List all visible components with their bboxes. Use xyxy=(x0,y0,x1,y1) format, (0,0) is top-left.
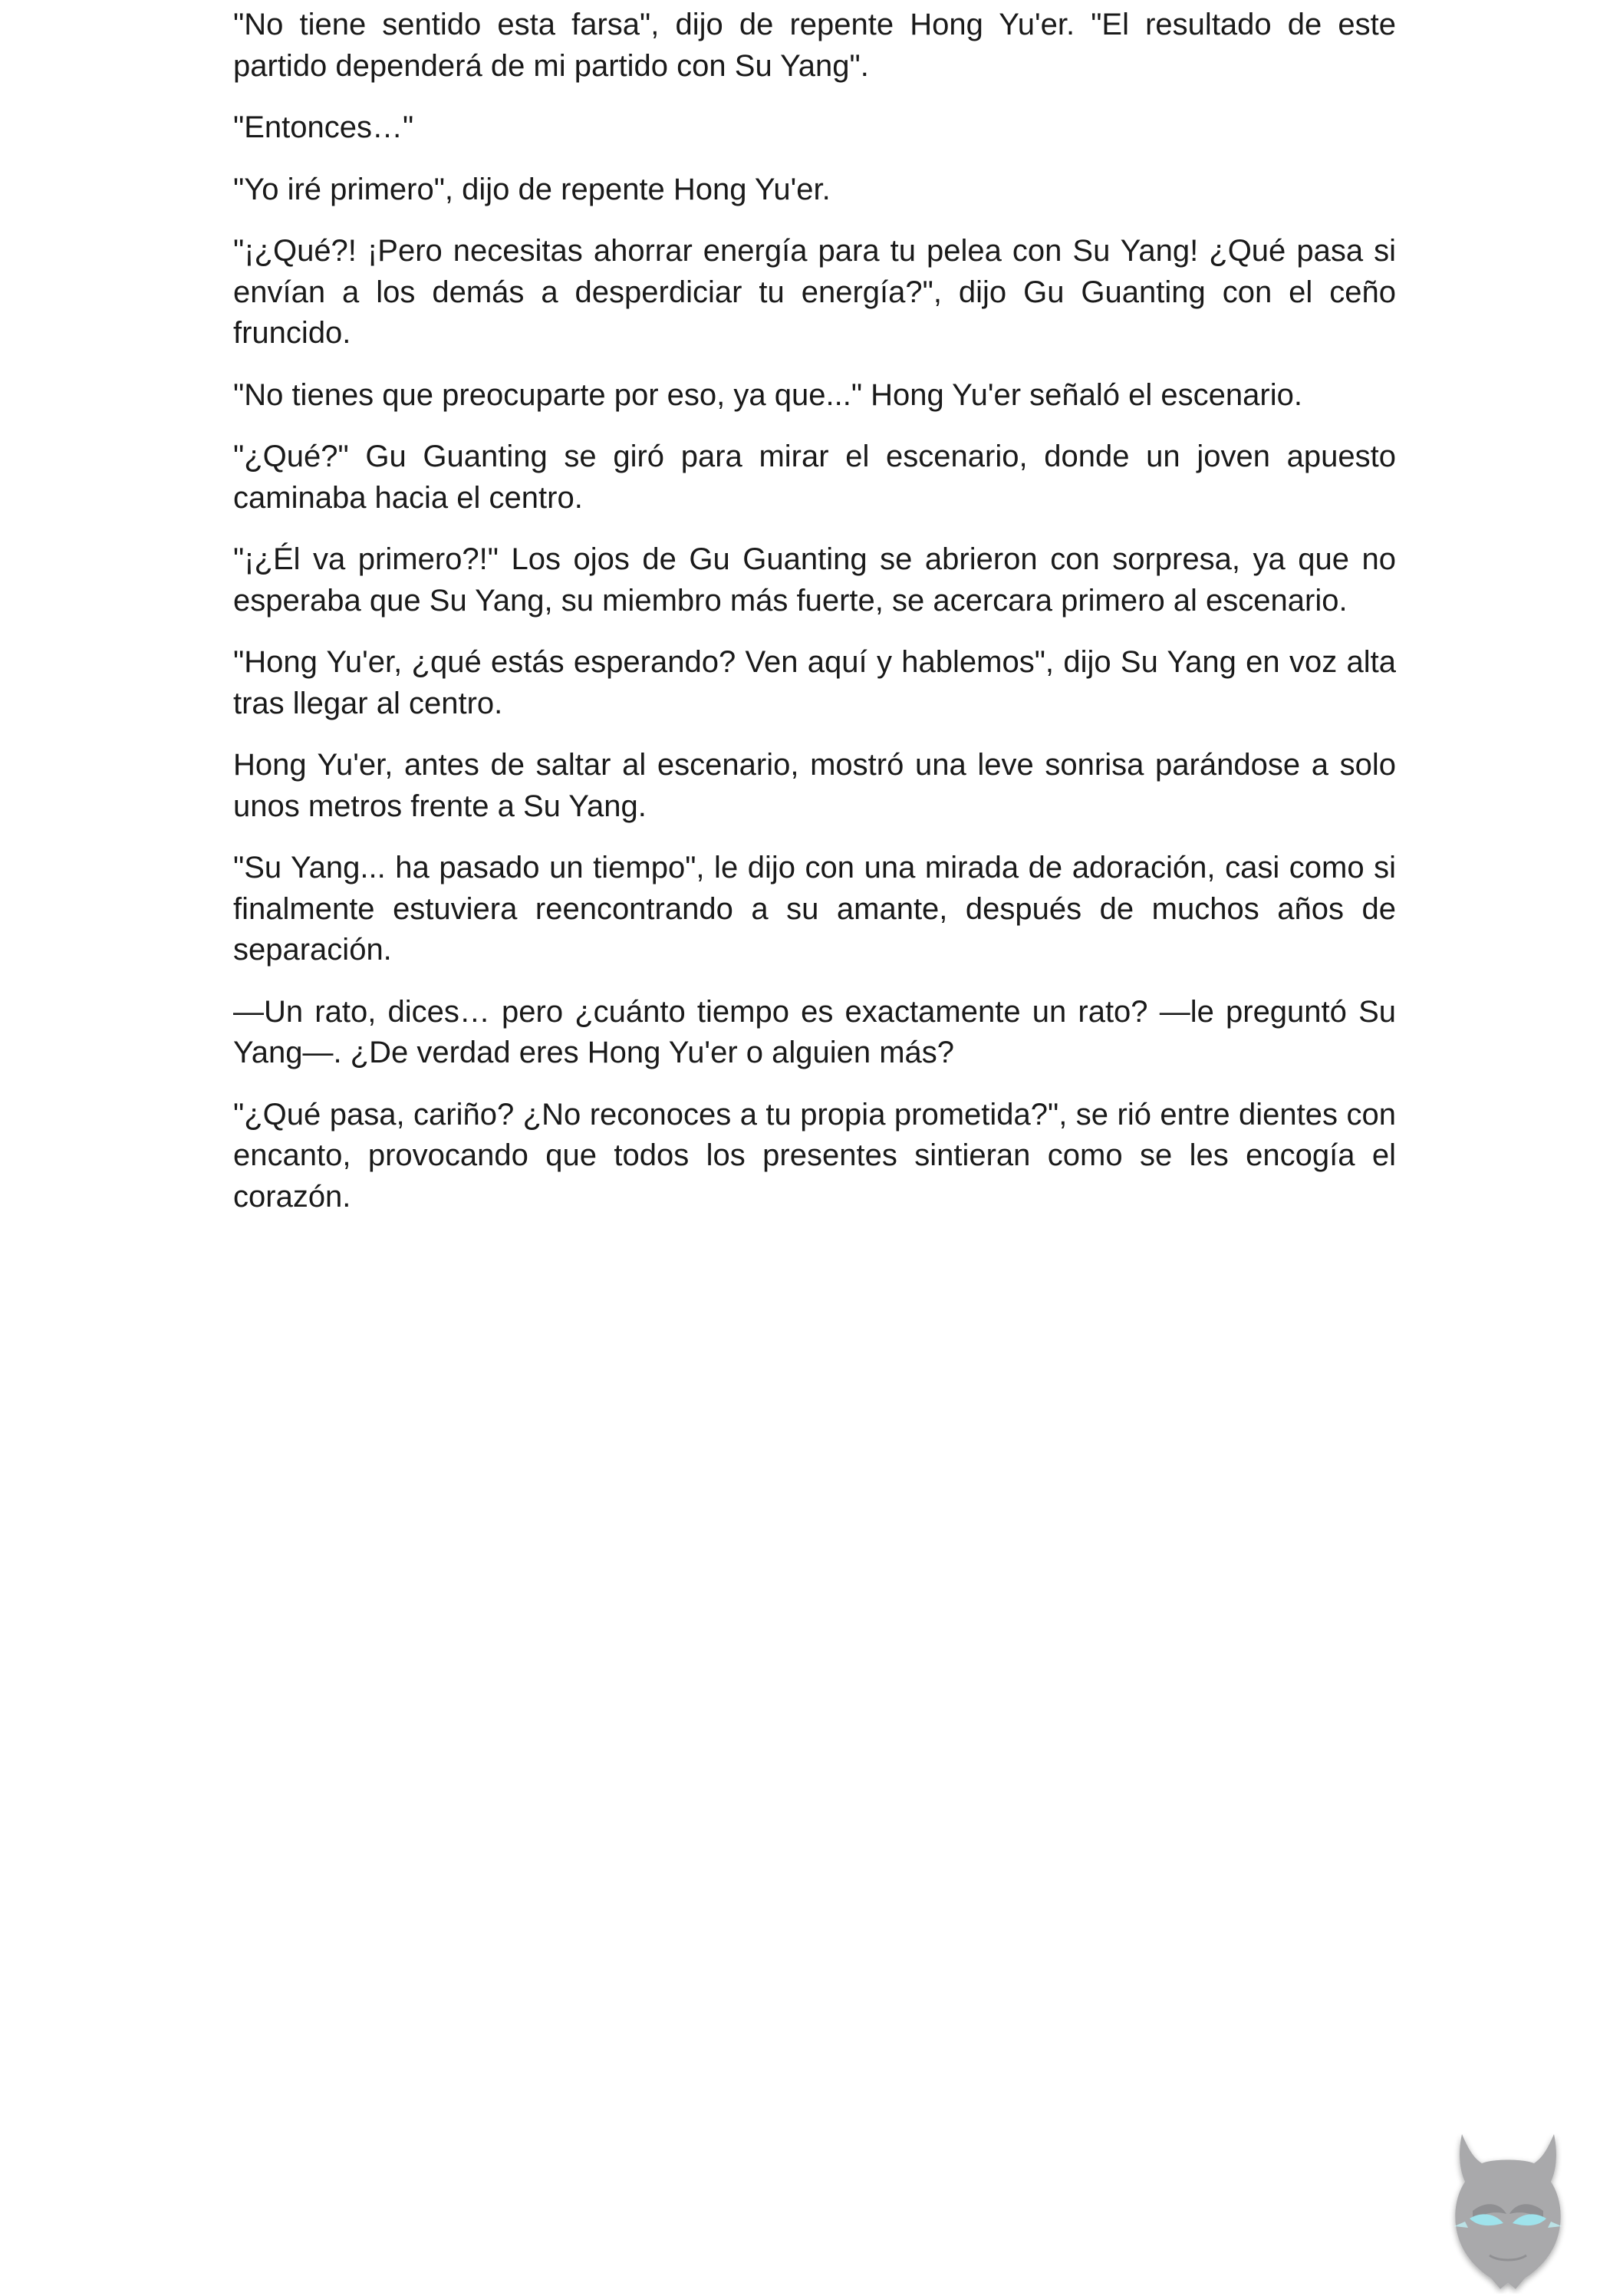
paragraph-1: "No tiene sentido esta farsa", dijo de repente Hong Yu'er. "El resultado de este partido dependerá de mi partido con Su Yang". xyxy=(233,8,1396,83)
paragraph-3: "Yo iré primero", dijo de repente Hong Yu'er. xyxy=(233,172,831,206)
logo-head-shape xyxy=(1455,2134,1561,2289)
paragraph-2: "Entonces…" xyxy=(233,110,414,144)
demon-head-logo-icon xyxy=(1439,2125,1577,2294)
paragraph-5: "No tienes que preocuparte por eso, ya que..." Hong Yu'er señaló el escenario. xyxy=(233,377,1302,412)
document-body xyxy=(233,5,1396,1238)
paragraph-6: "¿Qué?" Gu Guanting se giró para mirar el escenario, donde un joven apuesto caminaba hacia el centro. xyxy=(233,440,1396,515)
paragraph-7: "¡¿Él va primero?!" Los ojos de Gu Guanting se abrieron con sorpresa, ya que no esperaba que Su Yang, su miembro más fuerte, se acercara primero al escenario. xyxy=(233,542,1396,618)
paragraph-4: "¡¿Qué?! ¡Pero necesitas ahorrar energía para tu pelea con Su Yang! ¿Qué pasa si envían a los demás a desperdiciar tu energía?", dijo Gu Guanting con el ceño fruncido. xyxy=(233,234,1396,350)
paragraph-8: "Hong Yu'er, ¿qué estás esperando? Ven aquí y hablemos", dijo Su Yang en voz alta tras llegar al centro. xyxy=(233,645,1396,720)
paragraph-12: "¿Qué pasa, cariño? ¿No reconoces a tu propia prometida?", se rió entre dientes con encanto, provocando que todos los presentes sintieran como se les encogía el corazón. xyxy=(233,1097,1396,1214)
paragraph-9: Hong Yu'er, antes de saltar al escenario, mostró una leve sonrisa parándose a solo unos metros frente a Su Yang. xyxy=(233,748,1396,823)
paragraph-11: —Un rato, dices… pero ¿cuánto tiempo es exactamente un rato? —le preguntó Su Yang—. ¿De verdad eres Hong Yu'er o alguien más? xyxy=(233,994,1396,1069)
paragraph-10: "Su Yang... ha pasado un tiempo", le dijo con una mirada de adoración, casi como si finalmente estuviera reencontrando a su amante, después de muchos años de separación. xyxy=(233,851,1396,967)
